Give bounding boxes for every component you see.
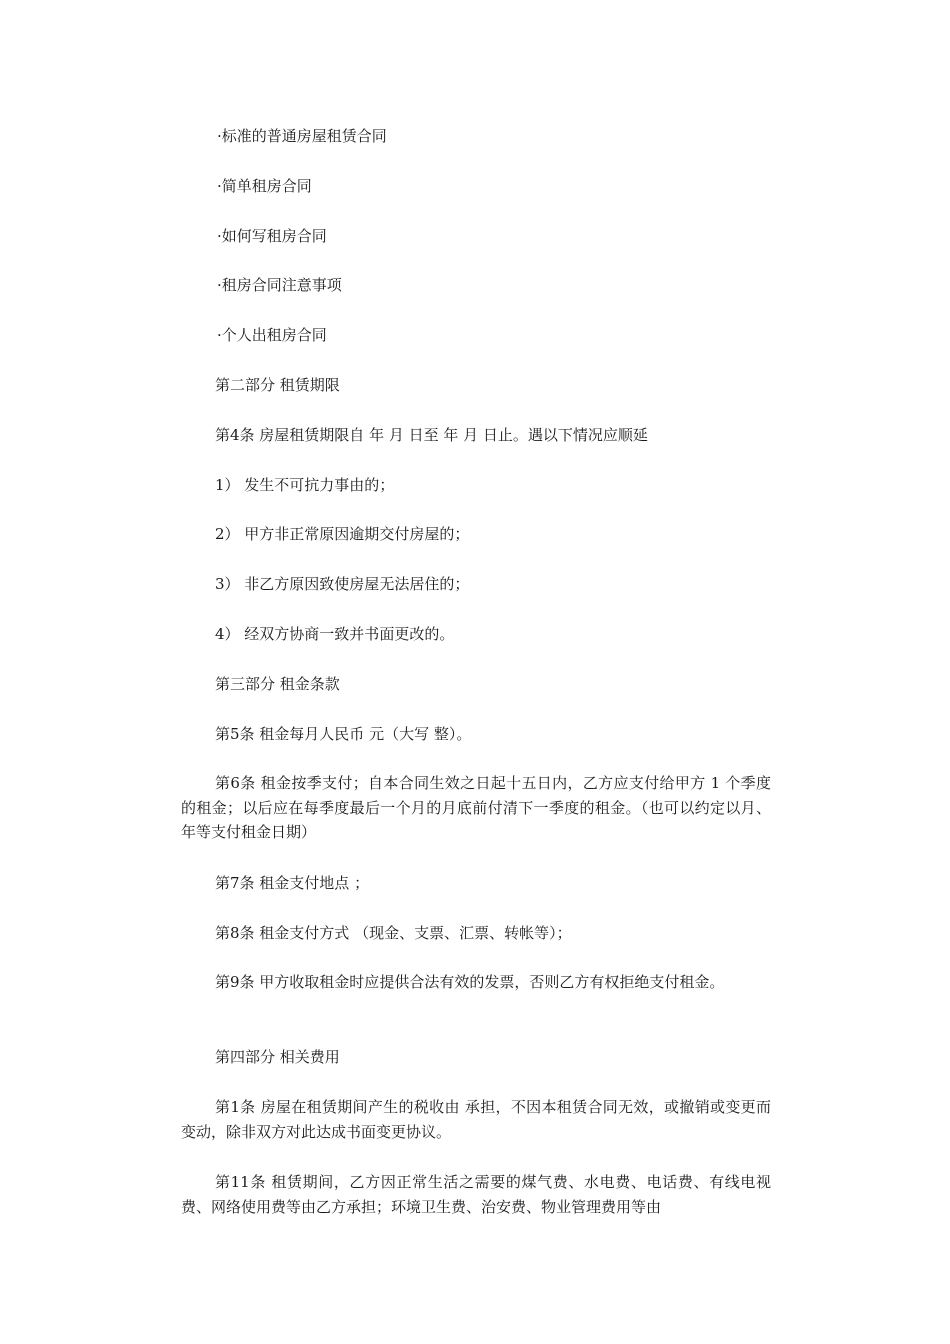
article-6: 第6条 租金按季支付；自本合同生效之日起十五日内，乙方应支付给甲方 1 个季度的租金；以后应在每季度最后一个月的月底前付清下一季度的租金。（也可以约定以月、年等支付租金日期） xyxy=(181,774,771,841)
article-11: 第11条 租赁期间，乙方因正常生活之需要的煤气费、水电费、电话费、有线电视费、网络使用费等由乙方承担；环境卫生费、治安费、物业管理费用等由 xyxy=(181,1173,771,1216)
related-link-5[interactable]: ·个人出租房合同 xyxy=(217,326,327,344)
article-1: 第1条 房屋在租赁期间产生的税收由 承担，不因本租赁合同无效，或撤销或变更而变动，除非双方对此达成书面变更协议。 xyxy=(181,1098,771,1141)
article-4-item-4: 4） 经双方协商一致并书面更改的。 xyxy=(215,625,455,643)
article-5: 第5条 租金每月人民币 元（大写 整）。 xyxy=(215,725,472,743)
article-8: 第8条 租金支付方式 （现金、支票、汇票、转帐等）； xyxy=(215,924,572,942)
article-4-item-1: 1） 发生不可抗力事由的； xyxy=(215,476,395,494)
related-link-2[interactable]: ·简单租房合同 xyxy=(217,177,312,195)
article-7: 第7条 租金支付地点 ； xyxy=(215,874,370,892)
part2-heading: 第二部分 租赁期限 xyxy=(215,376,340,394)
part3-heading: 第三部分 租金条款 xyxy=(215,675,340,693)
related-link-1[interactable]: ·标准的普通房屋租赁合同 xyxy=(217,127,387,145)
article-4-item-2: 2） 甲方非正常原因逾期交付房屋的； xyxy=(215,525,470,543)
part4-heading: 第四部分 相关费用 xyxy=(215,1048,340,1066)
article-9: 第9条 甲方收取租金时应提供合法有效的发票，否则乙方有权拒绝支付租金。 xyxy=(215,973,725,991)
related-link-3[interactable]: ·如何写租房合同 xyxy=(217,227,327,245)
article-4: 第4条 房屋租赁期限自 年 月 日至 年 月 日止。遇以下情况应顺延 xyxy=(215,426,648,444)
article-4-item-3: 3） 非乙方原因致使房屋无法居住的； xyxy=(215,575,470,593)
related-link-4[interactable]: ·租房合同注意事项 xyxy=(217,276,342,294)
